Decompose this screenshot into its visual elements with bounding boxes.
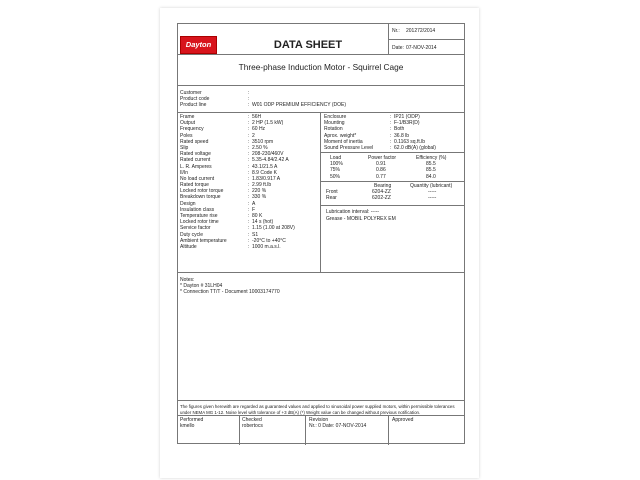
product-code-label: Product code xyxy=(180,96,210,103)
revision-label: Revision xyxy=(309,417,329,423)
product-line-value: W01 ODP PREMIUM EFFICIENCY (DOE) xyxy=(252,102,346,109)
checked-label: Checked xyxy=(242,417,262,423)
data-sheet: Dayton DATA SHEET Nr.: 201272/2014 Date: 07-NOV-2014 Three-phase Induction Motor - Squirrel Cage Customer : Product code : Product line : W01 ODP PREMIUM EFFICIENCY (DOE) Frame : 56H Output : 2 HP (1.5 kW) Frequency : 60 Hz Poles : 2 Rated speed : 3510 rpm Slip : 2.50 % Rated voltage : 208-230/460V Rated current : 5.35-4.84/2.42 A L. R. Amperes : 43.1/21.5 A Il/In : 8.9 Code K No load current : 1.83/0.917 A Rated torque : 2.99 ft.lb Locked rotor torque : 220 % Breakdown torque : 330 % Design : A Insulation class : F Temperature rise : 80 K Locked rotor time : 14 s (hot) Service factor : 1.15 (1.00 at 208V) Duty cycle : S1 Ambient temperature : -20°C to +40°C Altitude : 1000 m.a.s.l. Enclosure : IP21 (ODP) Mounting : F-1/B3R(D) Rotation : Both Aprox. weight* : 36.8 lb Moment of inertia : 0.1163 sq.ft.lb Sound Pressure Level : 62.0 dB(A) (global) Load Power factor Efficiency (%) 100% 0.91 85.5 75% 0.86 85.5 50% 0.77 84.0 Bearing Quantity (lubricant) Front 6204-ZZ ----- Rear 6202-ZZ ----- Lubrication interval: ----- Grease - MOBIL POLYREX EM Notes: * Dayton # 31LH04 * Connection TT/T - Document 10003174770 The figures given herewith are regarded as guaranteed values and applied to sinusoidal power supplied motors, within permissible tolerances under NEMA MG 1-12. Noise level with tolerance of +3 dB(A) (*) Weight value can be changed without previous notification. Performed kmello Checked robertocs Revision Nr.: 0 Date: 07-NOV-2014 Approved xyxy=(177,23,465,444)
disclaimer-text: The figures given herewith are regarded as guaranteed values and applied to sinusoidal power supplied motors, within permissible tolerances under NEMA MG 1-12. Noise level with tolerance of +3 dB(A) (*) Weight value can be changed without previous notification. xyxy=(180,404,455,415)
motor-description: Three-phase Induction Motor - Squirrel Cage xyxy=(238,62,404,72)
performed-label: Performed xyxy=(180,417,204,423)
note-line: * Dayton # 31LH04 xyxy=(180,283,223,290)
notes-title: Notes: xyxy=(180,277,195,283)
note-line: * Connection TT/T - Document 10003174770 xyxy=(180,289,280,296)
customer-label: Customer xyxy=(180,90,202,96)
performed-value: kmello xyxy=(180,423,195,429)
grease-type: Grease - MOBIL POLYREX EM xyxy=(326,216,396,222)
product-line-label: Product line xyxy=(180,102,207,109)
sheet-title: DATA SHEET xyxy=(273,39,343,51)
document-page xyxy=(160,8,479,478)
lubrication-interval: Lubrication interval: ----- xyxy=(326,209,380,215)
date-value: 07-NOV-2014 xyxy=(406,45,437,51)
checked-value: robertocs xyxy=(242,423,263,429)
approved-label: Approved xyxy=(392,417,414,423)
dayton-logo: Dayton xyxy=(180,36,217,54)
notes-section xyxy=(180,277,280,296)
number-label: Nr.: xyxy=(392,28,400,34)
revision-value: Nr.: 0 Date: 07-NOV-2014 xyxy=(309,423,367,429)
date-label: Date: xyxy=(392,45,404,51)
number-value: 201272/2014 xyxy=(406,28,436,34)
